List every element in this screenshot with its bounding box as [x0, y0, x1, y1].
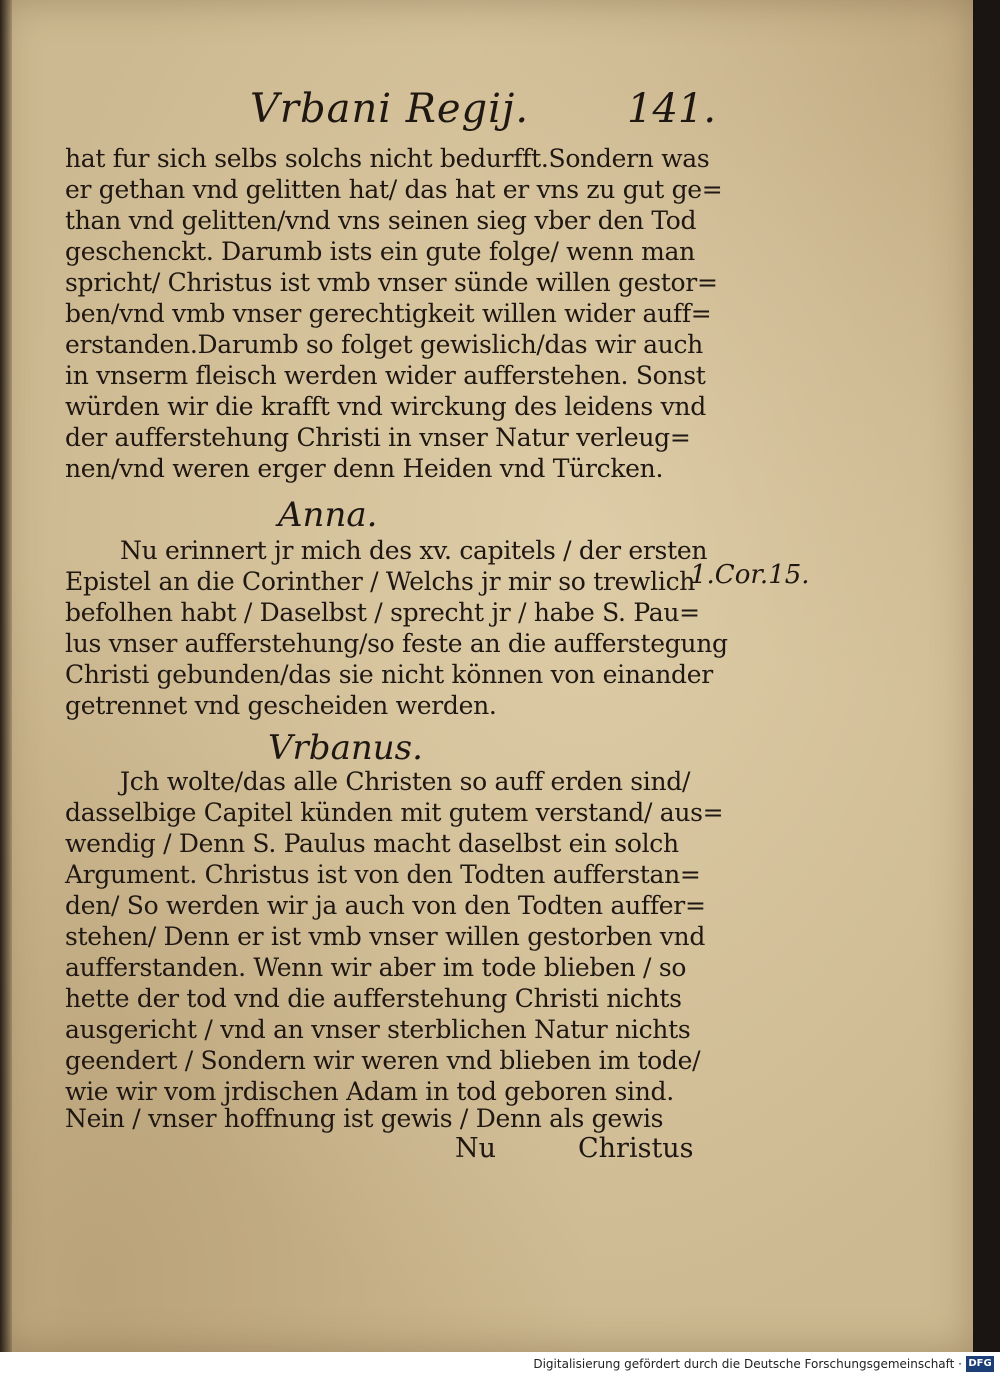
- text-line: dasselbige Capitel künden mit gutem verstand/ aus=: [65, 798, 724, 827]
- text-line: der aufferstehung Christi in vnser Natur verleug=: [65, 423, 691, 452]
- text-line: Nu erinnert jr mich des xv. capitels / der ersten: [120, 536, 708, 565]
- dfg-logo-icon: DFG: [966, 1356, 994, 1372]
- text-line: wie wir vom jrdischen Adam in tod geboren sind.: [65, 1077, 674, 1106]
- text-line: befolhen habt / Daselbst / sprecht jr / habe S. Pau=: [65, 598, 700, 627]
- text-line: geschenckt. Darumb ists ein gute folge/ wenn man: [65, 237, 695, 266]
- speaker-heading-anna: Anna.: [278, 495, 378, 535]
- text-line: getrennet vnd gescheiden werden.: [65, 691, 497, 720]
- text-line: wendig / Denn S. Paulus macht daselbst ein solch: [65, 829, 679, 858]
- text-line: nen/vnd weren erger denn Heiden vnd Türcken.: [65, 454, 664, 483]
- catchword: Christus: [578, 1133, 694, 1164]
- text-line: ausgericht / vnd an vnser sterblichen Natur nichts: [65, 1015, 691, 1044]
- text-line: Jch wolte/das alle Christen so auff erden sind/: [120, 767, 691, 796]
- funding-notice: Digitalisierung gefördert durch die Deutsche Forschungsgemeinschaft ·: [533, 1357, 962, 1371]
- text-line: erstanden.Darumb so folget gewislich/das wir auch: [65, 330, 703, 359]
- running-head: Vrbani Regij.: [250, 86, 530, 132]
- text-line: stehen/ Denn er ist vmb vnser willen gestorben vnd: [65, 922, 706, 951]
- text-line: Nein / vnser hoffnung ist gewis / Denn als gewis: [65, 1104, 664, 1133]
- footer-bar: [0, 1352, 1000, 1379]
- text-line: Christi gebunden/das sie nicht können von einander: [65, 660, 713, 689]
- text-line: den/ So werden wir ja auch von den Todten auffer=: [65, 891, 706, 920]
- text-line: ben/vnd vmb vnser gerechtigkeit willen wider auff=: [65, 299, 712, 328]
- text-line: in vnserm fleisch werden wider aufferstehen. Sonst: [65, 361, 706, 390]
- text-line: geendert / Sondern wir weren vnd blieben im tode/: [65, 1046, 701, 1075]
- text-line: würden wir die krafft vnd wirckung des leidens vnd: [65, 392, 706, 421]
- margin-note: 1.Cor.15.: [690, 560, 810, 590]
- catchword-signature: Nu: [455, 1133, 497, 1164]
- text-line: spricht/ Christus ist vmb vnser sünde willen gestor=: [65, 268, 718, 297]
- text-line: than vnd gelitten/vnd vns seinen sieg vber den Tod: [65, 206, 697, 235]
- page-binding-edge: [0, 0, 12, 1352]
- text-line: hat fur sich selbs solchs nicht bedurfft.Sondern was: [65, 144, 710, 173]
- text-line: er gethan vnd gelitten hat/ das hat er vns zu gut ge=: [65, 175, 723, 204]
- text-line: Epistel an die Corinther / Welchs jr mir so trewlich: [65, 567, 696, 596]
- page-number: 141.: [627, 86, 717, 132]
- text-line: hette der tod vnd die aufferstehung Christi nichts: [65, 984, 682, 1013]
- speaker-heading-urbanus: Vrbanus.: [268, 728, 423, 768]
- text-line: Argument. Christus ist von den Todten aufferstan=: [65, 860, 701, 889]
- text-line: lus vnser aufferstehung/so feste an die aufferstegung: [65, 629, 728, 658]
- text-line: aufferstanden. Wenn wir aber im tode blieben / so: [65, 953, 687, 982]
